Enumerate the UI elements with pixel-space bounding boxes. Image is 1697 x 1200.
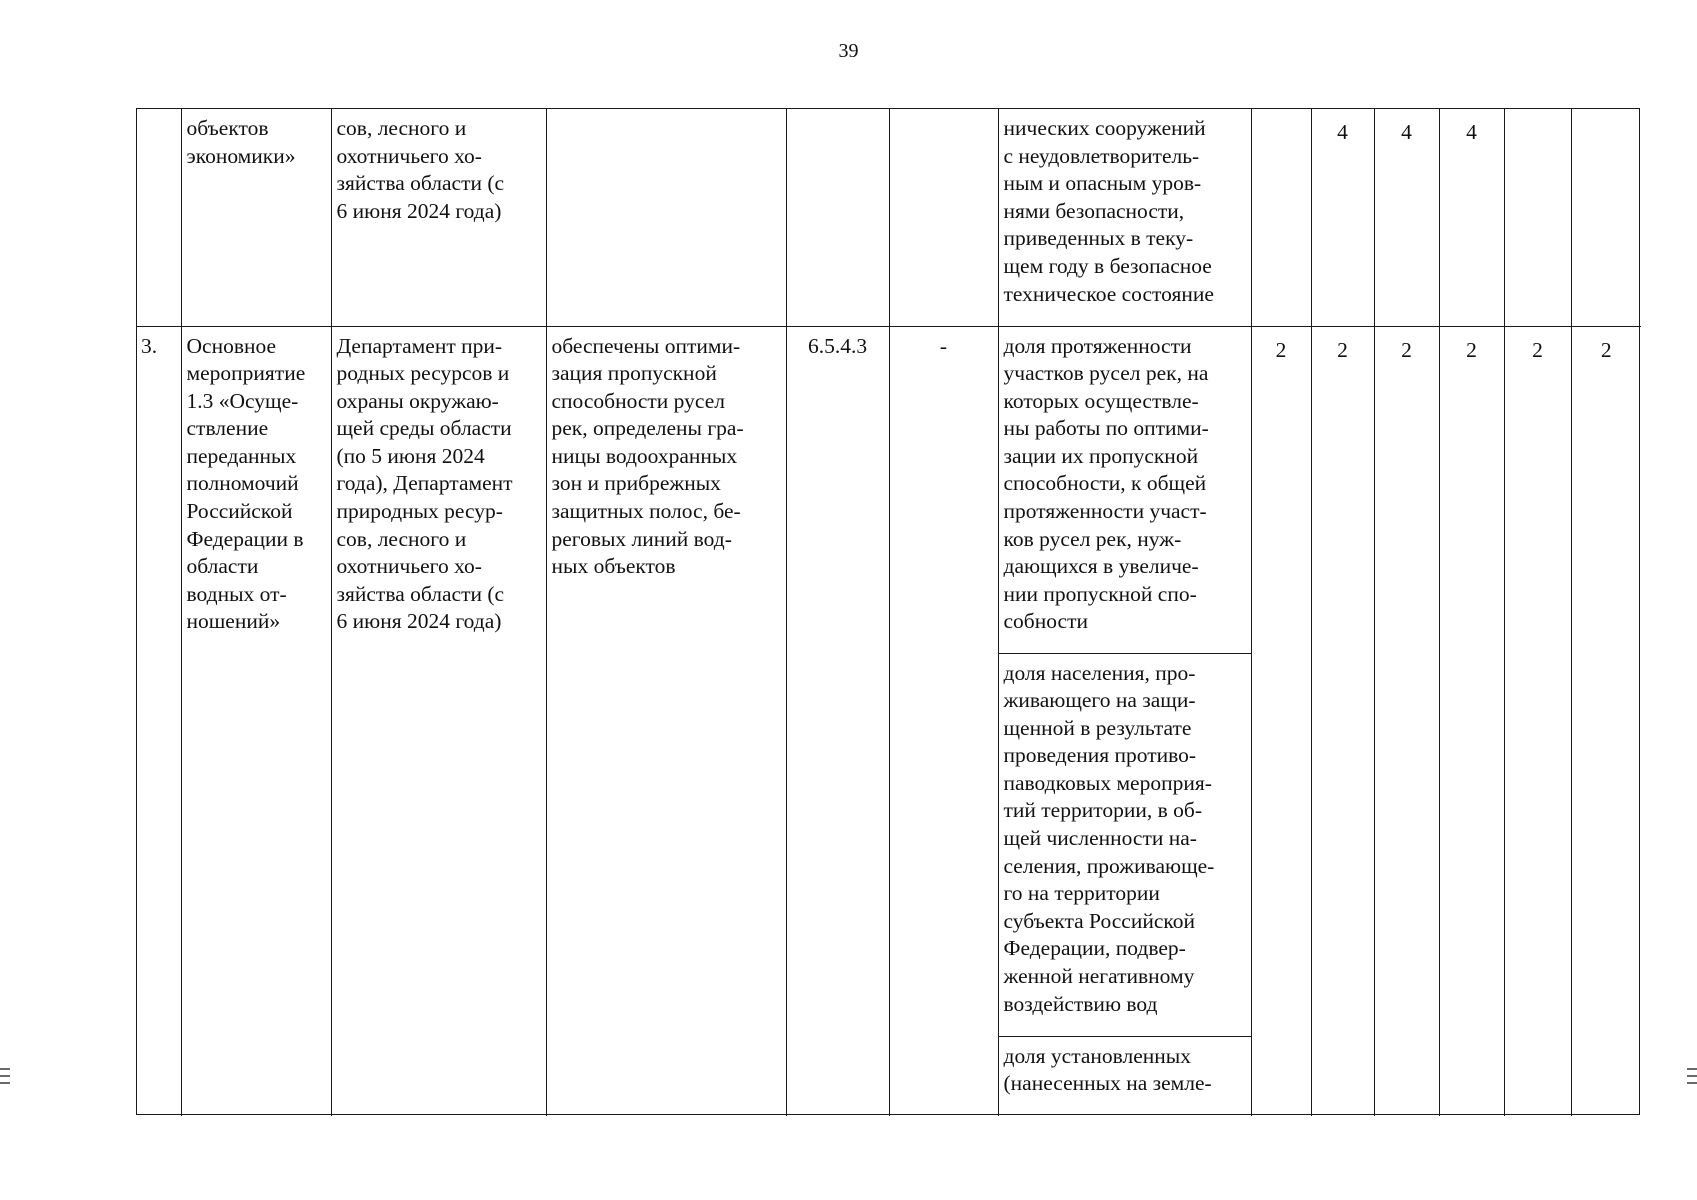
indicator-subcell-line: ны работы по оптими- [1003,416,1209,441]
responsible-executor-cell-line: зяйства области (с [336,171,505,196]
indicator-subcell-line: щей численности на- [1003,826,1197,851]
activity-name-cell [181,109,331,326]
indicator-line: нических сооружений [1003,116,1206,140]
value-text: 4 [1401,120,1412,144]
indicator-cell [998,109,1251,326]
expected-result-cell-line: зон и прибрежных [551,471,721,496]
indicator-subcell-line: женной негативному [1003,964,1195,989]
indicator-cell [998,326,1251,1116]
indicator-subcell-line: протяженности участ- [1003,499,1207,524]
activity-name-cell-line: полномочий [186,471,299,496]
responsible-executor-cell-line: охраны окружаю- [336,388,499,413]
indicator-subcell-line: тий территории, в об- [1003,798,1202,823]
responsible-executor-cell-line: природных ресур- [336,499,503,524]
expected-result-cell-line: ницы водоохранных [551,443,738,468]
indicator-subcell-line: проведения противо- [1003,743,1197,768]
responsible-executor-cell [331,109,546,326]
activity-name-cell-line: ношений» [186,609,281,634]
activity-name-cell-line: Федерации в [186,526,304,551]
responsible-executor-cell-line: года), Департамент [336,471,513,496]
row-number-cell [137,326,181,1116]
expected-result-cell-line: обеспечены оптими- [551,333,741,358]
activity-name-cell [181,326,331,1116]
indicator-subcell-line: участков русел рек, на [1003,361,1209,386]
activity-name-cell-line: области [186,554,259,579]
scan-mark-right [1687,1068,1697,1070]
indicator-code: 6.5.4.3 [807,333,868,358]
indicator-subcell-line: Федерации, подвер- [1003,936,1186,961]
indicator-subcell [999,1037,1251,1111]
activity-name-cell-line: экономики» [186,143,296,168]
responsible-executor-cell-line: зяйства области (с [336,581,505,606]
value-cell [1439,109,1504,326]
value-cell [1374,326,1439,1116]
indicator-line: техническое состояние [1003,281,1214,306]
responsible-executor-cell-line: сов, лесного и [336,526,467,551]
row-number: 3. [141,333,158,358]
indicator-subcell [999,327,1251,654]
indicator-subcell-line: паводковых мероприя- [1003,770,1212,795]
scan-mark-right [1687,1075,1697,1077]
activity-name-cell-line: ствление [186,416,269,441]
activity-name-cell-line: водных от- [186,581,287,606]
activity-name-cell-line: Российской [186,499,293,524]
table-body [137,109,1641,1116]
indicator-line: щем году в безопасное [1003,253,1212,278]
code-cell [786,326,889,1116]
responsible-executor-cell [331,326,546,1116]
value-cell [1251,326,1311,1116]
value-text: 4 [1466,120,1477,144]
value-cell [1439,326,1504,1116]
row-number-cell [137,109,181,326]
indicator-subcell-line: зации их пропускной [1003,443,1199,468]
indicator-subcell-line: которых осуществле- [1003,388,1199,413]
value-text: 2 [1466,337,1477,362]
value-text: 2 [1600,337,1612,362]
value-cell [1374,109,1439,326]
activity-name-cell-line: мероприятие [186,361,306,386]
link-cell [889,326,998,1116]
link-cell [889,109,998,326]
scan-mark-left [0,1082,10,1084]
program-table [136,108,1640,1115]
indicator-subcell-line: го на территории [1003,881,1160,906]
link-value: - [939,333,948,358]
value-text: 2 [1337,337,1348,362]
value-text: 2 [1401,337,1412,362]
responsible-executor-cell-line: щей среды области [336,416,512,441]
indicator-subcell-line: (нанесенных на земле- [1003,1071,1212,1096]
activity-name-cell-line: объектов [186,116,269,140]
scan-mark-right [1687,1082,1697,1084]
indicator-subcell-line: способности, к общей [1003,471,1207,496]
indicator-subcell-line: ков русел рек, нуж- [1003,526,1182,551]
indicator-line: с неудовлетворитель- [1003,143,1200,168]
value-text: 4 [1337,120,1348,144]
scan-mark-left [0,1068,10,1070]
value-cell [1311,326,1374,1116]
indicator-line: нями безопасности, [1003,198,1185,223]
value-cell [1311,109,1374,326]
scan-mark-left [0,1075,10,1077]
value-text: 2 [1275,337,1287,362]
responsible-executor-cell-line: сов, лесного и [336,116,467,140]
indicator-subcell-line: доля установленных [1003,1043,1191,1068]
indicator-line: ным и опасным уров- [1003,171,1202,196]
value-cell [1571,109,1641,326]
responsible-executor-cell-line: охотничьего хо- [336,554,482,579]
indicator-subcell-line: дающихся в увеличе- [1003,554,1199,579]
value-text: 2 [1532,337,1543,362]
indicator-subcell-line: доля населения, про- [1003,660,1196,685]
indicator-subcell-line: воздействию вод [1003,991,1158,1016]
expected-result-cell-line: ных объектов [551,554,676,579]
value-cell [1504,326,1571,1116]
expected-result-cell-line: зация пропускной [551,361,717,386]
indicator-subcell-line: собности [1003,609,1088,634]
expected-result-cell [546,109,786,326]
responsible-executor-cell-line: родных ресурсов и [336,361,510,386]
value-cell [1504,109,1571,326]
responsible-executor-cell-line: Департамент при- [336,333,503,358]
indicator-subcell-line: доля протяженности [1003,333,1192,358]
indicator-subcell-line: щенной в результате [1003,715,1192,740]
code-cell [786,109,889,326]
indicator-subcell-line: нии пропускной спо- [1003,581,1197,606]
indicator-line: приведенных в теку- [1003,226,1194,251]
expected-result-cell [546,326,786,1116]
activity-name-cell-line: Основное [186,333,277,358]
indicator-subcell-line: субъекта Российской [1003,908,1195,933]
table-row [137,109,1641,326]
expected-result-cell-line: рек, определены гра- [551,416,744,441]
indicator-subcell-line: селения, проживающе- [1003,853,1215,878]
activity-name-cell-line: переданных [186,443,297,468]
indicator-stack [999,327,1251,1111]
responsible-executor-cell-line: 6 июня 2024 года) [336,609,502,634]
responsible-executor-cell-line: (по 5 июня 2024 [336,443,485,468]
value-cell [1251,109,1311,326]
indicator-subcell-line: живающего на защи- [1003,688,1196,713]
page-number: 39 [838,40,859,62]
responsible-executor-cell-line: охотничьего хо- [336,143,482,168]
indicator-subcell [999,654,1251,1037]
value-cell [1571,326,1641,1116]
program-table-grid [137,109,1641,1116]
expected-result-cell-line: реговых линий вод- [551,526,732,551]
expected-result-cell-line: защитных полос, бе- [551,499,741,524]
expected-result-cell-line: способности русел [551,388,725,413]
table-row [137,326,1641,1116]
activity-name-cell-line: 1.3 «Осуще- [186,388,299,413]
responsible-executor-cell-line: 6 июня 2024 года) [336,198,502,223]
